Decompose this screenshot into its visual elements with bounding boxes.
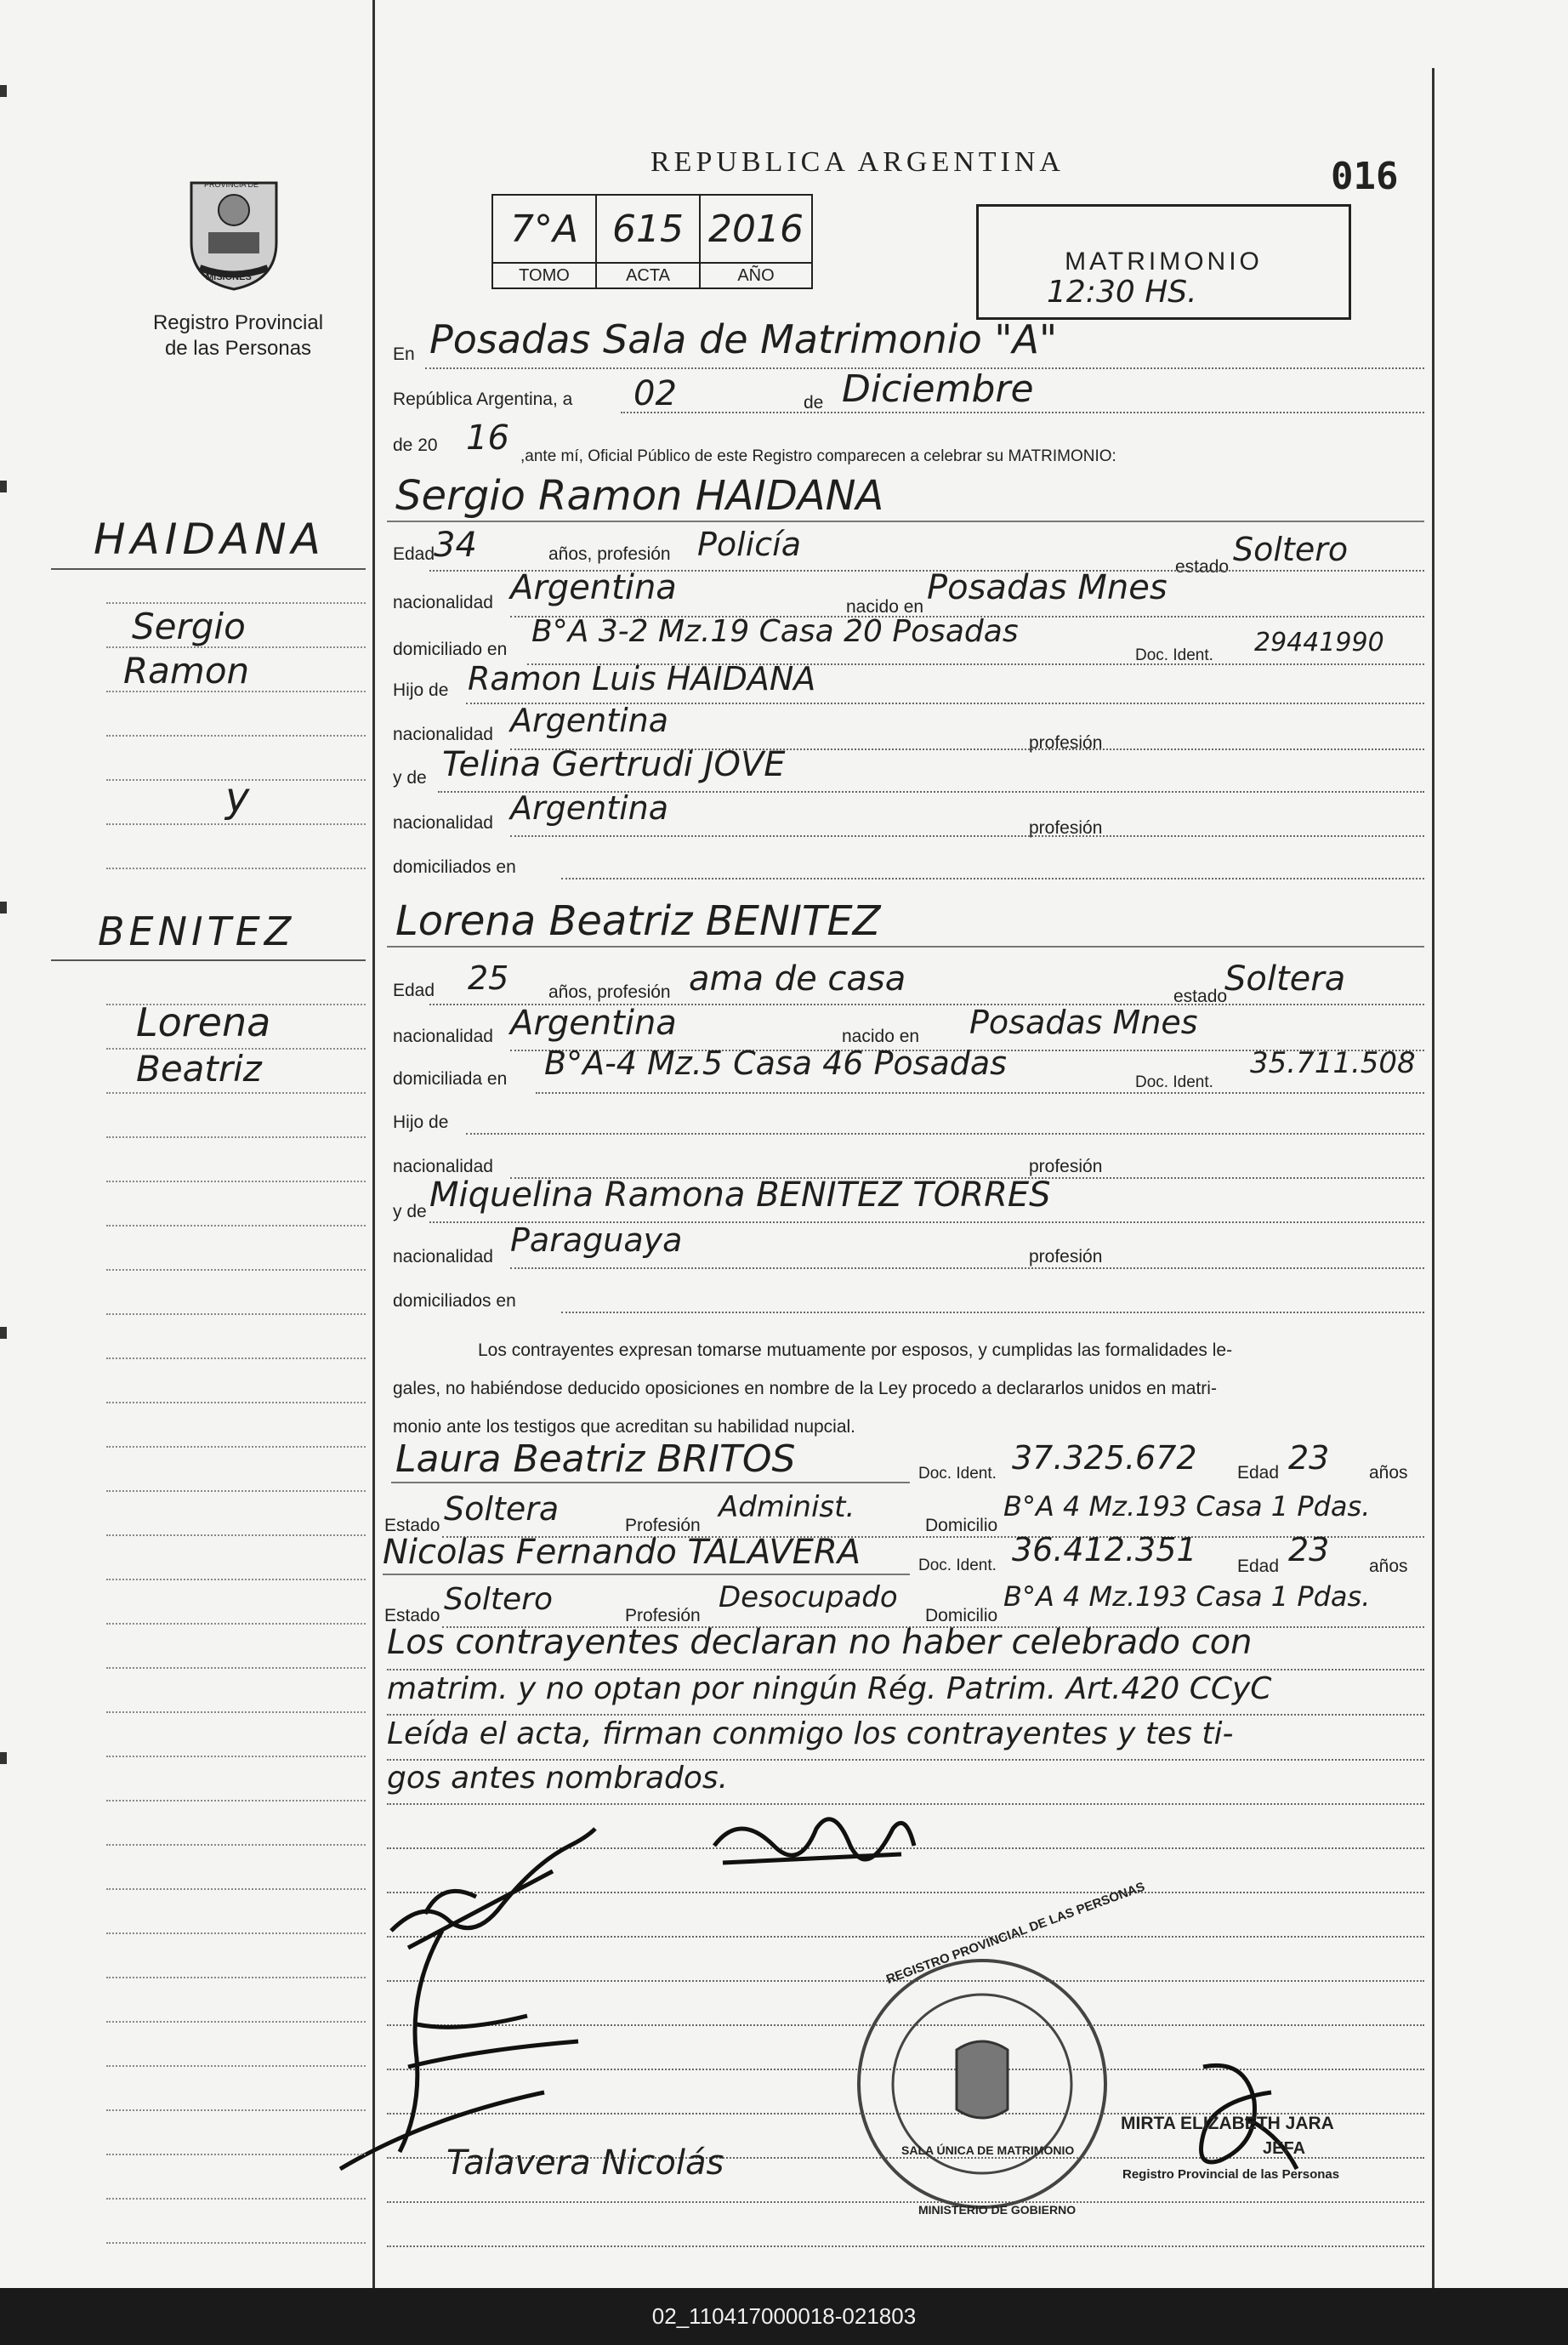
official-role: JEFA bbox=[1263, 2139, 1306, 2158]
date-line bbox=[621, 412, 1424, 413]
margin-rule bbox=[106, 1977, 366, 1978]
margin-rule bbox=[106, 1800, 366, 1801]
bride-domiciliados-line bbox=[561, 1312, 1424, 1313]
groom-nacionalidad-value: Argentina bbox=[510, 568, 677, 607]
en-label: En bbox=[393, 344, 415, 364]
margin-rule bbox=[106, 2065, 366, 2067]
binder-hole bbox=[0, 85, 7, 97]
official-name: MIRTA ELIZABETH JARA bbox=[1121, 2114, 1334, 2133]
groom-mother-value: Telina Gertrudi JOVE bbox=[442, 745, 786, 784]
margin-rule bbox=[106, 868, 366, 869]
bride-nacionalidad-label: nacionalidad bbox=[393, 1027, 493, 1046]
stamp-outer-text: REGISTRO PROVINCIAL DE LAS PERSONAS bbox=[884, 1879, 1147, 1987]
tomo-value: 7°A bbox=[492, 195, 596, 263]
declaration-line3: monio ante los testigos que acreditan su habilidad nupcial. bbox=[393, 1417, 856, 1437]
bride-mother-prof-label: profesión bbox=[1029, 1247, 1103, 1266]
margin-rule bbox=[106, 1313, 366, 1315]
matrimonio-title: MATRIMONIO bbox=[1065, 248, 1263, 276]
bride-mother-nac-value: Paraguaya bbox=[510, 1221, 683, 1259]
witness2-domicilio-value: B°A 4 Mz.193 Casa 1 Pdas. bbox=[1003, 1580, 1371, 1613]
margin-rule bbox=[106, 1490, 366, 1492]
margin-solid-rule bbox=[51, 959, 366, 961]
margin-bride-surname: BENITEZ bbox=[98, 908, 296, 954]
groom-name-line bbox=[387, 521, 1424, 522]
witness2-edad-value: 23 bbox=[1288, 1531, 1330, 1568]
bride-father-nac-label: nacionalidad bbox=[393, 1157, 493, 1176]
ante-text: ,ante mí, Oficial Público de este Registro comparecen a celebrar su MATRIMONIO: bbox=[520, 447, 1116, 465]
notes-line4: gos antes nombrados. bbox=[387, 1761, 729, 1796]
margin-rule bbox=[106, 1711, 366, 1713]
record-box bbox=[491, 194, 813, 289]
notes-rule bbox=[387, 1669, 1424, 1671]
signature-scribble-3 bbox=[323, 1922, 595, 2177]
groom-mother-prof-label: profesión bbox=[1029, 818, 1103, 838]
bride-nacido-label: nacido en bbox=[842, 1027, 920, 1046]
bride-father-line bbox=[466, 1133, 1424, 1135]
republica-label: República Argentina, a bbox=[393, 390, 573, 409]
binder-hole bbox=[0, 1752, 7, 1764]
day-value: 02 bbox=[633, 374, 677, 413]
registry-stamp-icon bbox=[855, 1956, 1110, 2211]
bride-mother-value: Miquelina Ramona BENITEZ TORRES bbox=[429, 1175, 1051, 1215]
stamp-inner-text: SALA ÚNICA DE MATRIMONIO bbox=[901, 2143, 1075, 2157]
ano-value: 2016 bbox=[700, 195, 812, 263]
witness2-estado-value: Soltero bbox=[444, 1582, 553, 1617]
margin-rule bbox=[106, 823, 366, 825]
groom-father-nac-value: Argentina bbox=[510, 702, 669, 739]
witness2-name: Nicolas Fernando TALAVERA bbox=[383, 1533, 861, 1572]
groom-father-value: Ramon Luis HAIDANA bbox=[468, 660, 816, 697]
right-border-line bbox=[1432, 68, 1434, 2288]
notes-line2: matrim. y no optan por ningún Rég. Patrim. Art.420 CCyC bbox=[387, 1671, 1272, 1706]
margin-rule bbox=[106, 1092, 366, 1094]
stamp-bottom-text: MINISTERIO DE GOBIERNO bbox=[918, 2203, 1077, 2217]
notes-rule bbox=[387, 1714, 1424, 1716]
bride-profesion-label: años, profesión bbox=[548, 982, 671, 1002]
margin-rule bbox=[106, 1667, 366, 1669]
witness1-estado-label: Estado bbox=[384, 1516, 440, 1535]
margin-rule bbox=[106, 1136, 366, 1138]
margin-groom-surname: HAIDANA bbox=[94, 515, 326, 564]
witness2-profesion-label: Profesión bbox=[625, 1606, 701, 1625]
margin-groom-second: Ramon bbox=[123, 650, 250, 692]
margin-rule bbox=[106, 1225, 366, 1227]
bride-domiciliados-label: domiciliados en bbox=[393, 1291, 516, 1311]
margin-rule bbox=[106, 691, 366, 692]
groom-nacionalidad-label: nacionalidad bbox=[393, 593, 493, 612]
margin-rule bbox=[106, 1579, 366, 1580]
margin-conjunction: y bbox=[225, 774, 250, 822]
notes-line3: Leída el acta, firman conmigo los contrayentes y tes ti- bbox=[387, 1716, 1234, 1751]
file-id-footer: 02_110417000018-021803 bbox=[0, 2288, 1568, 2345]
groom-estado-label: estado bbox=[1175, 557, 1230, 577]
binder-hole bbox=[0, 902, 7, 914]
margin-rule bbox=[106, 2242, 366, 2244]
bride-nacionalidad-value: Argentina bbox=[510, 1004, 677, 1043]
matrimonio-box bbox=[976, 204, 1351, 320]
groom-yde-label: y de bbox=[393, 768, 427, 788]
groom-mother-nac-value: Argentina bbox=[510, 789, 669, 827]
tomo-label: TOMO bbox=[492, 263, 596, 288]
binder-hole bbox=[0, 1327, 7, 1339]
groom-profesion-value: Policía bbox=[697, 526, 802, 563]
declaration-line2: gales, no habiéndose deducido oposiciones en nombre de la Ley procedo a declararlos unidos en matri- bbox=[393, 1379, 1217, 1398]
witness2-edad-label: Edad bbox=[1237, 1557, 1280, 1576]
margin-rule bbox=[106, 2198, 366, 2200]
registry-title bbox=[128, 310, 349, 361]
witness2-name-line bbox=[383, 1574, 910, 1575]
bride-name: Lorena Beatriz BENITEZ bbox=[395, 897, 881, 945]
margin-rule bbox=[106, 646, 366, 648]
groom-edad-label: Edad bbox=[393, 544, 435, 564]
margin-rule bbox=[106, 1181, 366, 1182]
witness1-edad-value: 23 bbox=[1288, 1439, 1330, 1477]
bride-mother-nac-line bbox=[510, 1267, 1424, 1269]
witness1-domicilio-value: B°A 4 Mz.193 Casa 1 Pdas. bbox=[1003, 1490, 1371, 1523]
margin-rule bbox=[106, 1534, 366, 1536]
witness2-domicilio-label: Domicilio bbox=[925, 1606, 998, 1625]
margin-rule bbox=[106, 1623, 366, 1625]
margin-groom-first: Sergio bbox=[132, 606, 246, 647]
acta-label: ACTA bbox=[596, 263, 700, 288]
witness1-doc-label: Doc. Ident. bbox=[918, 1465, 997, 1483]
margin-rule bbox=[106, 1932, 366, 1934]
registry-title-line2: de las Personas bbox=[164, 337, 312, 360]
margin-rule bbox=[106, 1888, 366, 1890]
bride-profesion-value: ama de casa bbox=[689, 959, 906, 999]
bride-mother-nac-label: nacionalidad bbox=[393, 1247, 493, 1266]
bride-father-prof-label: profesión bbox=[1029, 1157, 1103, 1176]
witness2-profesion-value: Desocupado bbox=[719, 1580, 898, 1614]
bride-hijo-label: Hijo de bbox=[393, 1113, 449, 1132]
bride-doc-value: 35.711.508 bbox=[1250, 1046, 1416, 1080]
witness2-estado-label: Estado bbox=[384, 1606, 440, 1625]
margin-rule bbox=[106, 1357, 366, 1359]
groom-domiciliados-label: domiciliados en bbox=[393, 857, 516, 877]
margin-rule bbox=[106, 1844, 366, 1846]
witness2-anos-label: años bbox=[1369, 1557, 1408, 1576]
signature-scribble-2 bbox=[706, 1795, 927, 1888]
margin-bride-second: Beatriz bbox=[136, 1048, 262, 1090]
bride-doc-label: Doc. Ident. bbox=[1135, 1073, 1213, 1091]
margin-solid-rule bbox=[51, 568, 366, 570]
witness1-profesion-value: Administ. bbox=[719, 1490, 855, 1524]
groom-doc-value: 29441990 bbox=[1254, 628, 1384, 657]
margin-rule bbox=[106, 1446, 366, 1448]
groom-father-prof-label: profesión bbox=[1029, 733, 1103, 753]
acta-value: 615 bbox=[596, 195, 700, 263]
month-de-label: de bbox=[804, 393, 824, 413]
groom-domiciliado-label: domiciliado en bbox=[393, 640, 508, 659]
bride-name-line bbox=[387, 946, 1424, 948]
witness1-doc-value: 37.325.672 bbox=[1012, 1439, 1197, 1477]
groom-doc-label: Doc. Ident. bbox=[1135, 646, 1213, 664]
witness1-name-line bbox=[391, 1482, 910, 1483]
place-value: Posadas Sala de Matrimonio "A" bbox=[429, 316, 1058, 362]
bride-estado-label: estado bbox=[1173, 987, 1228, 1006]
groom-mother-nac-label: nacionalidad bbox=[393, 813, 493, 833]
margin-rule bbox=[106, 2154, 366, 2155]
margin-bride-first: Lorena bbox=[136, 999, 271, 1045]
page-number: 016 bbox=[1331, 155, 1399, 198]
witness-signature-name: Talavera Nicolás bbox=[446, 2143, 724, 2183]
ano-label: AÑO bbox=[700, 263, 812, 288]
groom-name: Sergio Ramon HAIDANA bbox=[395, 472, 884, 520]
seal-text-bottom: MISIONES bbox=[206, 272, 252, 282]
groom-estado-value: Soltero bbox=[1233, 531, 1349, 568]
bride-domicilio-line bbox=[536, 1092, 1424, 1094]
declaration-line1: Los contrayentes expresan tomarse mutuamente por esposos, y cumplidas las formalidades le- bbox=[478, 1340, 1233, 1360]
margin-rule bbox=[106, 1402, 366, 1403]
notes-line1: Los contrayentes declaran no haber celebrado con bbox=[387, 1623, 1253, 1662]
groom-nacido-value: Posadas Mnes bbox=[927, 568, 1167, 607]
groom-hijo-label: Hijo de bbox=[393, 680, 449, 700]
bride-yde-label: y de bbox=[393, 1202, 427, 1221]
witness1-profesion-label: Profesión bbox=[625, 1516, 701, 1535]
witness1-domicilio-label: Domicilio bbox=[925, 1516, 998, 1535]
matrimonio-time: 12:30 HS. bbox=[1047, 275, 1197, 310]
bride-nacido-value: Posadas Mnes bbox=[969, 1004, 1198, 1041]
seal-text-top: PROVINCIA DE bbox=[204, 180, 259, 189]
witness1-edad-label: Edad bbox=[1237, 1463, 1280, 1483]
empty-rule bbox=[387, 2245, 1424, 2247]
groom-domicilio-value: B°A 3-2 Mz.19 Casa 20 Posadas bbox=[531, 614, 1019, 649]
margin-rule bbox=[106, 735, 366, 737]
margin-rule bbox=[106, 602, 366, 604]
groom-father-nac-label: nacionalidad bbox=[393, 725, 493, 744]
year-value: 16 bbox=[466, 418, 509, 458]
registry-title-line1: Registro Provincial bbox=[152, 311, 324, 334]
month-value: Diciembre bbox=[842, 367, 1034, 411]
official-registry: Registro Provincial de las Personas bbox=[1122, 2167, 1340, 2182]
groom-profesion-label: años, profesión bbox=[548, 544, 671, 564]
groom-domiciliados-line bbox=[561, 878, 1424, 879]
witness2-doc-value: 36.412.351 bbox=[1012, 1531, 1197, 1568]
bride-estado-value: Soltera bbox=[1224, 959, 1346, 999]
margin-rule bbox=[106, 2109, 366, 2111]
witness1-estado-value: Soltera bbox=[444, 1490, 560, 1528]
groom-mother-nac-line bbox=[510, 835, 1424, 837]
margin-rule bbox=[106, 1756, 366, 1757]
bride-domicilio-value: B°A-4 Mz.5 Casa 46 Posadas bbox=[544, 1044, 1007, 1082]
witness2-doc-label: Doc. Ident. bbox=[918, 1557, 997, 1574]
margin-rule bbox=[106, 1269, 366, 1271]
witness1-name: Laura Beatriz BRITOS bbox=[395, 1437, 796, 1481]
bride-domiciliada-label: domiciliada en bbox=[393, 1069, 508, 1089]
witness1-anos-label: años bbox=[1369, 1463, 1408, 1483]
bride-edad-value: 25 bbox=[468, 959, 509, 997]
year-prefix: de 20 bbox=[393, 435, 438, 455]
binder-hole bbox=[0, 481, 7, 492]
groom-nacido-label: nacido en bbox=[846, 597, 924, 617]
groom-edad-value: 34 bbox=[434, 526, 477, 565]
margin-rule bbox=[106, 2021, 366, 2023]
country-title: REPUBLICA ARGENTINA bbox=[650, 146, 1065, 178]
bride-edad-label: Edad bbox=[393, 981, 435, 1000]
